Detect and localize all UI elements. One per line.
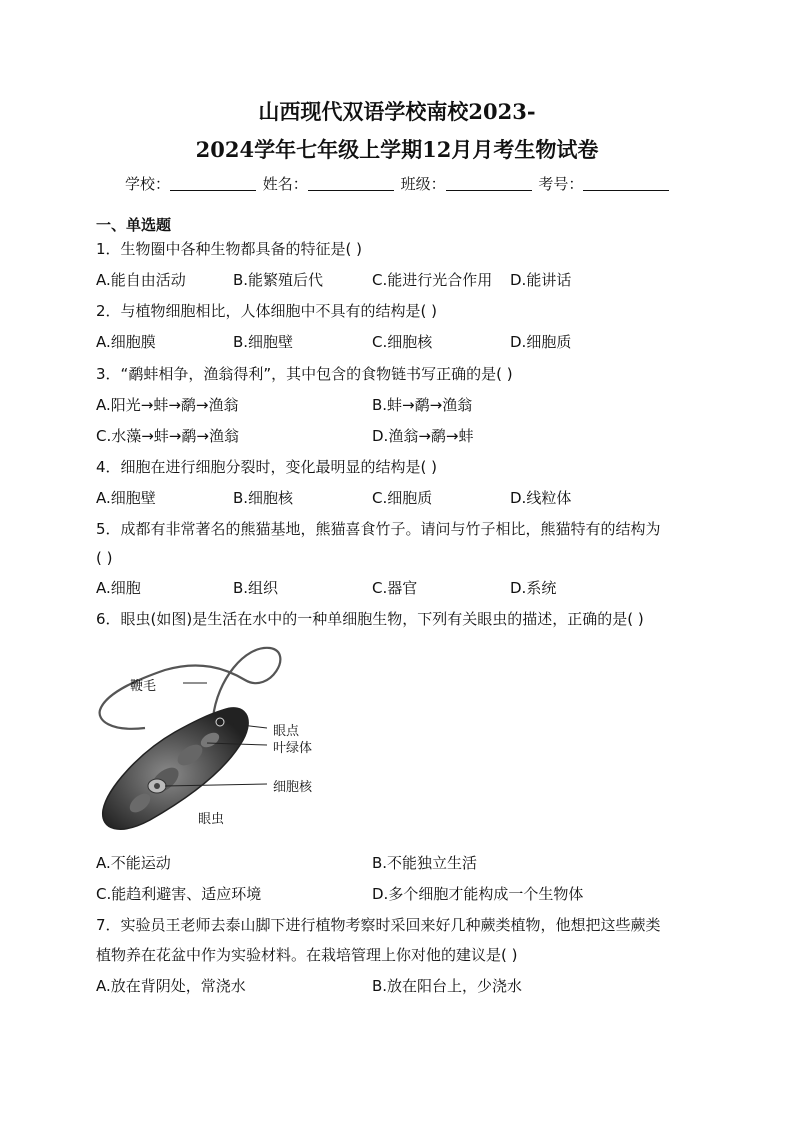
q5-option-a: A.细胞 [96, 579, 141, 597]
exam-number-blank[interactable] [583, 176, 669, 191]
q5-option-c: C.器官 [372, 579, 418, 597]
eyespot-shape [216, 718, 224, 726]
nucleus-label: 细胞核 [273, 780, 313, 795]
section-title: 一、单选题 [96, 216, 172, 234]
chloroplast-label: 叶绿体 [273, 741, 313, 756]
student-info-row [125, 173, 685, 194]
exam-title-line2: 2024学年七年级上学期12月月考生物试卷 [195, 137, 599, 162]
q1-option-c: C.能进行光合作用 [372, 271, 493, 289]
exam-number-label: 考号： [538, 175, 584, 193]
q4-option-a: A.细胞壁 [96, 489, 156, 507]
q7-option-b: B.放在阳台上，少浇水 [372, 977, 523, 995]
q1-option-b: B.能繁殖后代 [233, 271, 324, 289]
q4-option-d: D.线粒体 [510, 489, 572, 507]
q6-option-a: A.不能运动 [96, 854, 171, 872]
euglena-figure [95, 640, 335, 830]
q5-option-b: B.组织 [233, 579, 279, 597]
class-label: 班级： [400, 175, 446, 193]
question-7-stem-line2: 植物养在花盆中作为实验材料。在栽培管理上你对他的建议是( ) [96, 946, 518, 964]
question-2-stem: 2．与植物细胞相比，人体细胞中不具有的结构是( ) [96, 302, 438, 320]
q2-option-a: A.细胞膜 [96, 333, 156, 351]
figure-caption: 眼虫 [198, 812, 225, 827]
q3-option-d: D.渔翁→鹬→蚌 [372, 427, 474, 445]
q7-option-a: A.放在背阴处，常浇水 [96, 977, 246, 995]
question-5-stem-line1: 5．成都有非常著名的熊猫基地，熊猫喜食竹子。请问与竹子相比，熊猫特有的结构为 [96, 520, 661, 538]
question-4-stem: 4．细胞在进行细胞分裂时，变化最明显的结构是( ) [96, 458, 438, 476]
q4-option-c: C.细胞质 [372, 489, 433, 507]
question-7-stem-line1: 7．实验员王老师去泰山脚下进行植物考察时采回来好几种蕨类植物，他想把这些蕨类 [96, 916, 661, 934]
q6-option-d: D.多个细胞才能构成一个生物体 [372, 885, 584, 903]
school-label: 学校： [125, 175, 171, 193]
q3-option-c: C.水藻→蚌→鹬→渔翁 [96, 427, 239, 445]
exam-title-line1: 山西现代双语学校南校2023- [258, 99, 536, 124]
q2-option-b: B.细胞壁 [233, 333, 294, 351]
flagellum-shape [100, 648, 281, 729]
q1-option-d: D.能讲话 [510, 271, 572, 289]
school-blank[interactable] [170, 176, 256, 191]
q1-option-a: A.能自由活动 [96, 271, 186, 289]
q3-option-b: B.蚌→鹬→渔翁 [372, 396, 473, 414]
q5-option-d: D.系统 [510, 579, 557, 597]
question-3-stem: 3．“鹬蚌相争，渔翁得利”，其中包含的食物链书写正确的是( ) [96, 365, 513, 383]
q3-option-a: A.阳光→蚌→鹬→渔翁 [96, 396, 239, 414]
name-blank[interactable] [308, 176, 394, 191]
q6-option-b: B.不能独立生活 [372, 854, 478, 872]
question-6-stem: 6．眼虫(如图)是生活在水中的一种单细胞生物，下列有关眼虫的描述，正确的是( ) [96, 610, 644, 628]
flagellum-label: 鞭毛 [130, 679, 157, 694]
q6-option-c: C.能趋利避害、适应环境 [96, 885, 262, 903]
q4-option-b: B.细胞核 [233, 489, 294, 507]
q2-option-c: C.细胞核 [372, 333, 433, 351]
name-label: 姓名： [262, 175, 308, 193]
q2-option-d: D.细胞质 [510, 333, 572, 351]
question-5-stem-line2: ( ) [96, 549, 113, 567]
eyespot-label: 眼点 [273, 724, 300, 739]
question-1-stem: 1．生物圈中各种生物都具备的特征是( ) [96, 240, 363, 258]
class-blank[interactable] [446, 176, 532, 191]
